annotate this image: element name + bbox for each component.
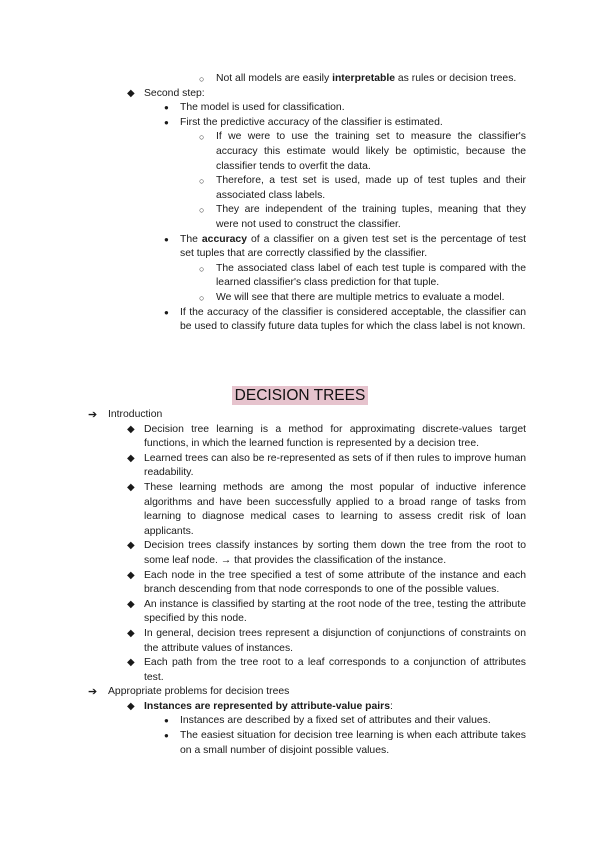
list-item	[127, 87, 526, 102]
open-circle-bullet-icon: ○	[199, 263, 205, 274]
section-heading: ➔ Introduction	[88, 409, 163, 421]
list-item: ◆ An instance is classified by starting at the root node of the tree, testing the attribute specified by this node.	[127, 598, 526, 625]
diamond-bullet-icon: ◆	[127, 423, 135, 435]
list-item: ◆ Instances are represented by attribute-value pairs:	[144, 700, 526, 715]
list-item: ○ If we were to use the training set to measure the classifier's accuracy this estimate would likely be optimistic, because the classifier tends to overfit the data.	[199, 131, 526, 172]
list-item: ○ The associated class label of each test tuple is compared with the learned classifier's class prediction for that tuple.	[199, 262, 526, 289]
diamond-bullet-icon: ◆	[127, 627, 135, 639]
list-item: ● If the accuracy of the classifier is considered acceptable, the classifier can be used to classify future data tuples for which the class label is not known.	[164, 306, 526, 333]
list-item: ○ Therefore, a test set is used, made up of test tuples and their associated class labels.	[199, 175, 526, 201]
section-heading: ➔ Appropriate problems for decision trees	[88, 686, 290, 699]
diamond-bullet-icon: ◆	[127, 700, 135, 712]
list-item: ◆ Decision trees classify instances by sorting them down the tree from the root to some leaf node. → that provides the classification of the instance.	[127, 540, 526, 566]
diamond-bullet-icon: ◆	[127, 87, 135, 99]
bullet-icon: ●	[164, 103, 169, 113]
bullet-icon: ●	[164, 234, 169, 244]
open-circle-bullet-icon: ○	[199, 176, 205, 187]
list-item: ◆ Decision tree learning is a method for approximating discrete-values target functions, in which the learned function is represented by a decision tree.	[127, 423, 526, 450]
list-item: ○ They are independent of the training tuples, meaning that they were not used to construct the classifier.	[199, 204, 526, 230]
arrow-bullet-icon: ➔	[88, 409, 98, 421]
classification-steps-list	[0, 72, 600, 335]
list-item: ◆ Learned trees can also be re-represented as sets of if then rules to improve human readability.	[127, 452, 526, 479]
bullet-icon: ●	[164, 307, 169, 317]
list-item: ◆ Each path from the tree root to a leaf corresponds to a conjunction of attributes test.	[127, 657, 526, 683]
open-circle-bullet-icon: ○	[199, 132, 205, 143]
introduction-section	[0, 408, 600, 758]
list-item: ○ Not all models are easily interpretable as rules or decision trees.	[216, 72, 526, 87]
arrow-bullet-icon: ➔	[88, 686, 98, 699]
second-step-label: Second step:	[144, 87, 205, 99]
diamond-bullet-icon: ◆	[127, 481, 135, 493]
list-item: ● The easiest situation for decision tree learning is when each attribute takes on a small number of disjoint possible values.	[164, 730, 526, 756]
section-title: DECISION TREES	[232, 386, 369, 405]
bullet-icon: ●	[164, 716, 169, 726]
diamond-bullet-icon: ◆	[127, 452, 135, 464]
list-item: ◆ These learning methods are among the most popular of inductive inference algorithms and have been successfully applied to a broad range of tasks from learning to diagnose medical cases to learning to assess credit risk of loan applicants.	[127, 481, 526, 537]
open-circle-bullet-icon: ○	[199, 74, 205, 84]
list-item: ◆ In general, decision trees represent a disjunction of conjunctions of constraints on the attribute values of instances.	[127, 627, 526, 654]
list-item: ● The model is used for classification.	[180, 101, 526, 116]
bullet-icon: ●	[164, 731, 169, 741]
diamond-bullet-icon: ◆	[127, 540, 135, 552]
open-circle-bullet-icon: ○	[199, 205, 205, 216]
list-item: ● First the predictive accuracy of the classifier is estimated.	[180, 116, 526, 131]
diamond-bullet-icon: ◆	[127, 569, 135, 581]
list-item: ◆ Each node in the tree specified a test of some attribute of the instance and each branch descending from that node corresponds to one of the possible values.	[127, 569, 526, 596]
list-item: ○ We will see that there are multiple metrics to evaluate a model.	[216, 291, 526, 306]
diamond-bullet-icon: ◆	[127, 598, 135, 610]
diamond-bullet-icon: ◆	[127, 657, 135, 669]
list-item: ● Instances are described by a fixed set of attributes and their values.	[180, 714, 526, 729]
open-circle-bullet-icon: ○	[199, 292, 205, 303]
bullet-icon: ●	[164, 117, 169, 127]
list-item: ● The accuracy of a classifier on a given test set is the percentage of test set tuples that are correctly classified by the classifier.	[164, 233, 526, 260]
